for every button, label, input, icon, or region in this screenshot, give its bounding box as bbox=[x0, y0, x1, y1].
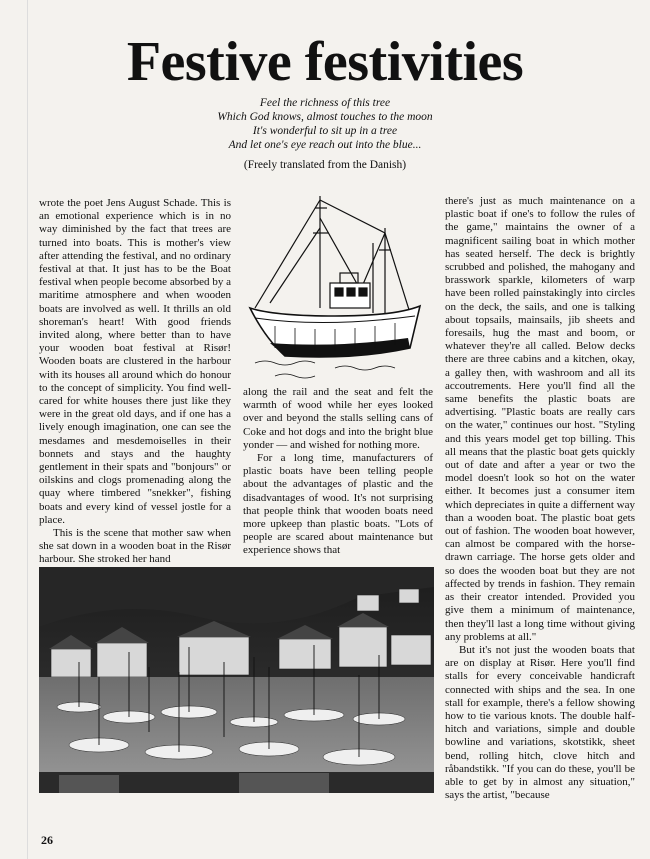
poem-line: And let one's eye reach out into the blue... bbox=[228, 139, 422, 151]
poem-line: It's wonderful to sit up in a tree bbox=[252, 125, 398, 137]
page-gutter bbox=[27, 0, 28, 859]
harbour-photograph bbox=[39, 567, 434, 793]
poem-line: Which God knows, almost touches to the moon bbox=[217, 111, 433, 123]
epigraph-poem bbox=[160, 96, 490, 152]
paragraph: For a long time, manufacturers of plastic boats have been telling people about the advantages of plastic and the disadvantages of wood. It's not surprising that people think that wooden boats need more upkeep than plastic boats. "Lots of people are scared about maintenance but experience shows that bbox=[243, 452, 433, 557]
text-column-1 bbox=[39, 197, 231, 566]
translation-note: (Freely translated from the Danish) bbox=[243, 159, 407, 171]
paragraph: along the rail and the seat and felt the warmth of wood while her eyes looked over and beyond the stalls selling cans of Coke and hot dogs and into the bright blue yonder — and wished for nothing more. bbox=[243, 386, 433, 451]
text-column-2 bbox=[243, 386, 433, 558]
fishing-boat-illustration bbox=[245, 188, 425, 383]
paragraph: But it's not just the wooden boats that are on display at Risør. Here you'll find stalls for every conceivable handicraft connected with ships and the sea. In one stall for example, there's a fellow showing how to tie various knots. The double half-hitch and variations, simple and double bowline and variations, skotstikk, sheet bend, rolling hitch, clove hitch and råbandstikk. "If you can do these, you'll be able to get by in almost any situation," says the artist, "because bbox=[445, 643, 635, 802]
article-title: Festive festivities bbox=[126, 31, 524, 93]
paragraph: This is the scene that mother saw when she sat down in a wooden boat in the Risør harbour. She stroked her hand bbox=[39, 527, 231, 566]
paragraph: wrote the poet Jens August Schade. This is an emotional experience which is in no way diminished by the fact that trees are turned into boats. This is mother's view after attending the festival, and no ordinary festival at that. It just has to be the Boat festival when people become absorbed by a maritime atmosphere and when wooden boats are involved as well. It thrills an old shoreman's heart! With good friends invited along, where better than to have your wooden boat festival at Risør! Wooden boats are clustered in the harbour with its houses all around which do honour to the concept of simplicity. You find well-cared for white houses there just like they were in the great old days, and if one has a lively enough imagination, one can see the mesdames and mesdemoiselles in their bonnets and stays and the haughty gentlement in their spats and "bonjours" or oilskins and clogs promenading along the quay where timbered "snekker", fishing boats and every kind of vessel jostle for a place. bbox=[39, 197, 231, 526]
page-number: 26 bbox=[41, 833, 53, 847]
text-column-3 bbox=[445, 195, 635, 802]
paragraph: there's just as much maintenance on a plastic boat if one's to follow the rules of the game," maintains the owner of a magnificent sailing boat in which mother has seated herself. The deck is brightly scrubbed and polished, the mahogany and brasswork sparkle, kilometers of warp have been rolled painstakingly into circles on the deck, the sails, and one is talking about topsails, mainsails, jib sheets and foresails, hug the mast and boom, or whatever they're all called. Below decks there are three cabins and a kitchen, okay, a galley then, with washroom and all its accoutrements. Here you'll find all the same benefits the plastic boats are advertising. "Plastic boats are really cars on the water," continues our host. "Styling and this years model get top billing. This all means that the plastic boat gets quickly out of date and after a year or two the model doesn't look so hot on the water either. It becomes just a consumer item which depreciates in quite a differnent way than a wooden boat. The plastic boat gets out of fashion. The wooden boat however, can almost be compared with the horse-drawn carriage. The horse gets older and so does the wooden boat but they are not affected by trends in fashion. They remain as their creator intended. Provided you give them a minimum of maintenance, then they'll last a long time without giving any problems at all." bbox=[445, 195, 635, 643]
poem-line: Feel the richness of this tree bbox=[259, 97, 391, 109]
